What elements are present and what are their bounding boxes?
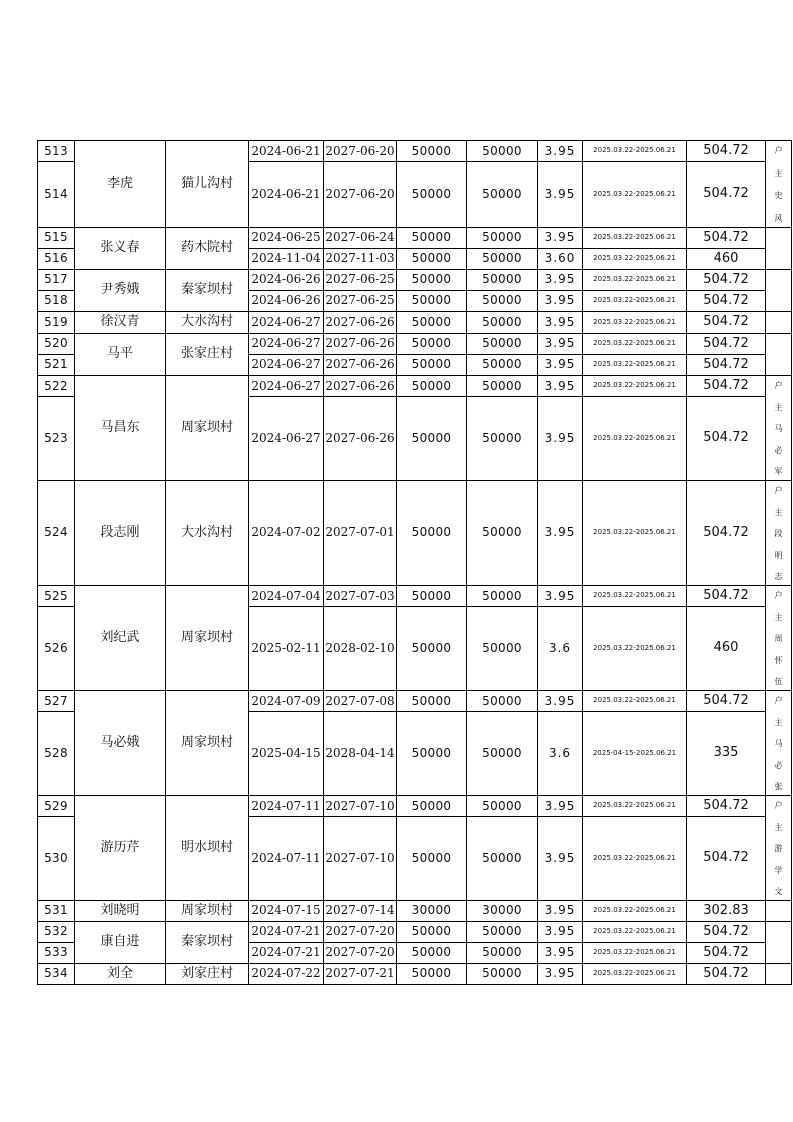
loan-amount: 50000 (397, 291, 467, 312)
village-name: 周家坝村 (166, 691, 249, 796)
loan-end-date: 2027-06-26 (324, 334, 397, 355)
loan-end-date: 2027-06-26 (324, 355, 397, 376)
table-row (38, 376, 792, 397)
row-number: 528 (38, 712, 75, 796)
loan-start-date: 2024-06-25 (249, 228, 324, 249)
interest-rate: 3.6 (538, 712, 583, 796)
interest-rate: 3.95 (538, 901, 583, 922)
loan-end-date: 2027-07-08 (324, 691, 397, 712)
interest-amount: 504.72 (687, 586, 766, 607)
loan-end-date: 2027-07-20 (324, 943, 397, 964)
remark-char: 伍 (774, 677, 783, 686)
loan-balance: 50000 (467, 691, 538, 712)
loan-amount: 30000 (397, 901, 467, 922)
remark-cell (766, 586, 792, 691)
table-row (38, 141, 792, 162)
row-number: 526 (38, 607, 75, 691)
row-number: 525 (38, 586, 75, 607)
interest-rate: 3.95 (538, 586, 583, 607)
remark-char: 户 (774, 591, 783, 600)
interest-rate: 3.95 (538, 355, 583, 376)
borrower-name: 刘晓明 (75, 901, 166, 922)
interest-period: 2025.03.22-2025.06.21 (583, 943, 687, 964)
loan-start-date: 2024-07-02 (249, 481, 324, 586)
loan-start-date: 2024-07-11 (249, 796, 324, 817)
row-number: 517 (38, 270, 75, 291)
remark-char: 史 (774, 191, 783, 201)
loan-amount: 50000 (397, 270, 467, 291)
interest-period: 2025.03.22-2025.06.21 (583, 397, 687, 481)
interest-period: 2025.03.22-2025.06.21 (583, 796, 687, 817)
loan-amount: 50000 (397, 607, 467, 691)
interest-period: 2025.03.22-2025.06.21 (583, 249, 687, 270)
loan-balance: 50000 (467, 397, 538, 481)
row-number: 523 (38, 397, 75, 481)
loan-balance: 50000 (467, 355, 538, 376)
loan-start-date: 2024-07-04 (249, 586, 324, 607)
loan-balance: 50000 (467, 228, 538, 249)
remark-char: 怀 (774, 655, 783, 665)
interest-period: 2025.03.22-2025.06.21 (583, 481, 687, 586)
borrower-name: 刘全 (75, 964, 166, 985)
borrower-name: 马昌东 (75, 376, 166, 481)
loan-balance: 50000 (467, 964, 538, 985)
interest-period: 2025.03.22-2025.06.21 (583, 691, 687, 712)
table-row (38, 586, 792, 607)
loan-amount: 50000 (397, 691, 467, 712)
interest-amount: 504.72 (687, 481, 766, 586)
interest-rate: 3.95 (538, 141, 583, 162)
loan-amount: 50000 (397, 817, 467, 901)
row-number: 531 (38, 901, 75, 922)
row-number: 534 (38, 964, 75, 985)
table-row (38, 691, 792, 712)
interest-amount: 504.72 (687, 228, 766, 249)
loan-balance: 50000 (467, 334, 538, 355)
loan-end-date: 2027-07-03 (324, 586, 397, 607)
row-number: 530 (38, 817, 75, 901)
borrower-name: 段志刚 (75, 481, 166, 586)
remark-cell (766, 270, 792, 312)
interest-rate: 3.95 (538, 964, 583, 985)
remark-cell (766, 228, 792, 270)
interest-amount: 504.72 (687, 943, 766, 964)
interest-period: 2025.03.22-2025.06.21 (583, 334, 687, 355)
loan-end-date: 2028-04-14 (324, 712, 397, 796)
borrower-name: 游历芹 (75, 796, 166, 901)
loan-end-date: 2027-07-21 (324, 964, 397, 985)
table-row (38, 796, 792, 817)
loan-end-date: 2027-07-10 (324, 796, 397, 817)
village-name: 大水沟村 (166, 312, 249, 334)
loan-start-date: 2024-07-11 (249, 817, 324, 901)
loan-amount: 50000 (397, 712, 467, 796)
loan-amount: 50000 (397, 334, 467, 355)
remark-char: 户 (774, 696, 783, 705)
loan-end-date: 2027-06-26 (324, 397, 397, 481)
remark-char: 主 (774, 168, 783, 178)
loan-amount: 50000 (397, 312, 467, 334)
loan-end-date: 2027-06-24 (324, 228, 397, 249)
loan-balance: 50000 (467, 270, 538, 291)
table-row (38, 334, 792, 355)
remark-char: 必 (774, 445, 783, 455)
remark-char: 主 (774, 717, 783, 727)
table-row (38, 964, 792, 985)
remark-char: 户 (774, 381, 783, 390)
interest-amount: 460 (687, 249, 766, 270)
remark-char: 主 (774, 507, 783, 517)
loan-amount: 50000 (397, 376, 467, 397)
remark-cell (766, 376, 792, 481)
loan-amount: 50000 (397, 249, 467, 270)
village-name: 猫儿沟村 (166, 141, 249, 228)
interest-rate: 3.95 (538, 481, 583, 586)
remark-char: 主 (774, 612, 783, 622)
interest-amount: 504.72 (687, 691, 766, 712)
remark-char: 马 (774, 739, 783, 748)
loan-end-date: 2027-07-14 (324, 901, 397, 922)
remark-char: 段 (774, 529, 783, 538)
loan-balance: 50000 (467, 922, 538, 943)
loan-balance: 50000 (467, 312, 538, 334)
borrower-name: 刘纪武 (75, 586, 166, 691)
interest-period: 2025.03.22-2025.06.21 (583, 964, 687, 985)
interest-amount: 504.72 (687, 312, 766, 334)
village-name: 周家坝村 (166, 586, 249, 691)
borrower-name: 马平 (75, 334, 166, 376)
remark-char: 军 (774, 467, 783, 476)
loan-end-date: 2027-06-26 (324, 376, 397, 397)
interest-period: 2025.03.22-2025.06.21 (583, 922, 687, 943)
interest-amount: 504.72 (687, 355, 766, 376)
interest-period: 2025.03.22-2025.06.21 (583, 270, 687, 291)
loan-start-date: 2024-06-27 (249, 397, 324, 481)
interest-rate: 3.95 (538, 943, 583, 964)
loan-amount: 50000 (397, 964, 467, 985)
interest-amount: 335 (687, 712, 766, 796)
interest-amount: 504.72 (687, 922, 766, 943)
row-number: 520 (38, 334, 75, 355)
loan-balance: 50000 (467, 376, 538, 397)
loan-amount: 50000 (397, 586, 467, 607)
row-number: 516 (38, 249, 75, 270)
interest-rate: 3.95 (538, 796, 583, 817)
village-name: 秦家坝村 (166, 922, 249, 964)
row-number: 521 (38, 355, 75, 376)
remark-char: 主 (774, 402, 783, 412)
loan-end-date: 2027-07-20 (324, 922, 397, 943)
remark-char: 必 (774, 760, 783, 770)
loan-start-date: 2024-06-26 (249, 291, 324, 312)
interest-amount: 504.72 (687, 376, 766, 397)
row-number: 532 (38, 922, 75, 943)
loan-start-date: 2024-06-26 (249, 270, 324, 291)
loan-amount: 50000 (397, 481, 467, 586)
loan-start-date: 2024-11-04 (249, 249, 324, 270)
interest-rate: 3.95 (538, 270, 583, 291)
loan-interest-table (37, 140, 792, 985)
loan-balance: 50000 (467, 291, 538, 312)
loan-end-date: 2027-07-01 (324, 481, 397, 586)
interest-rate: 3.95 (538, 691, 583, 712)
interest-amount: 504.72 (687, 397, 766, 481)
loan-end-date: 2027-06-25 (324, 270, 397, 291)
loan-balance: 50000 (467, 817, 538, 901)
interest-amount: 460 (687, 607, 766, 691)
interest-period: 2025.03.22-2025.06.21 (583, 228, 687, 249)
loan-amount: 50000 (397, 922, 467, 943)
remark-char: 游 (774, 844, 783, 853)
loan-balance: 50000 (467, 249, 538, 270)
loan-start-date: 2024-06-27 (249, 376, 324, 397)
loan-amount: 50000 (397, 355, 467, 376)
table-row (38, 270, 792, 291)
borrower-name: 康自进 (75, 922, 166, 964)
remark-cell (766, 312, 792, 334)
borrower-name: 马必娥 (75, 691, 166, 796)
interest-period: 2025.03.22-2025.06.21 (583, 376, 687, 397)
loan-balance: 50000 (467, 796, 538, 817)
table-row (38, 228, 792, 249)
village-name: 周家坝村 (166, 901, 249, 922)
table-row (38, 901, 792, 922)
interest-period: 2025.03.22-2025.06.21 (583, 586, 687, 607)
interest-amount: 504.72 (687, 796, 766, 817)
remark-char: 文 (774, 887, 783, 896)
interest-rate: 3.95 (538, 291, 583, 312)
row-number: 529 (38, 796, 75, 817)
loan-amount: 50000 (397, 796, 467, 817)
loan-amount: 50000 (397, 228, 467, 249)
interest-rate: 3.95 (538, 312, 583, 334)
interest-rate: 3.6 (538, 607, 583, 691)
table-row (38, 312, 792, 334)
loan-amount: 50000 (397, 141, 467, 162)
row-number: 533 (38, 943, 75, 964)
interest-amount: 504.72 (687, 964, 766, 985)
loan-start-date: 2024-07-21 (249, 943, 324, 964)
row-number: 514 (38, 162, 75, 228)
loan-balance: 50000 (467, 481, 538, 586)
row-number: 519 (38, 312, 75, 334)
loan-start-date: 2024-07-21 (249, 922, 324, 943)
interest-amount: 504.72 (687, 162, 766, 228)
interest-rate: 3.95 (538, 376, 583, 397)
loan-balance: 30000 (467, 901, 538, 922)
village-name: 大水沟村 (166, 481, 249, 586)
loan-start-date: 2025-04-15 (249, 712, 324, 796)
interest-period: 2025.03.22-2025.06.21 (583, 312, 687, 334)
interest-rate: 3.95 (538, 397, 583, 481)
interest-amount: 504.72 (687, 270, 766, 291)
remark-cell (766, 334, 792, 376)
interest-period: 2025.03.22-2025.06.21 (583, 901, 687, 922)
remark-cell (766, 922, 792, 964)
interest-amount: 504.72 (687, 334, 766, 355)
village-name: 明水坝村 (166, 796, 249, 901)
interest-amount: 504.72 (687, 817, 766, 901)
row-number: 518 (38, 291, 75, 312)
village-name: 周家坝村 (166, 376, 249, 481)
interest-period: 2025.03.22-2025.06.21 (583, 355, 687, 376)
interest-rate: 3.95 (538, 334, 583, 355)
remark-char: 志 (774, 572, 783, 581)
loan-start-date: 2024-07-09 (249, 691, 324, 712)
interest-amount: 504.72 (687, 291, 766, 312)
interest-period: 2025-04-15-2025.06.21 (583, 712, 687, 796)
row-number: 524 (38, 481, 75, 586)
borrower-name: 徐汉青 (75, 312, 166, 334)
remark-char: 户 (774, 486, 783, 495)
loan-end-date: 2027-06-20 (324, 141, 397, 162)
loan-start-date: 2024-07-22 (249, 964, 324, 985)
remark-char: 周 (774, 634, 783, 643)
row-number: 515 (38, 228, 75, 249)
table-row (38, 922, 792, 943)
interest-period: 2025.03.22-2025.06.21 (583, 162, 687, 228)
interest-rate: 3.95 (538, 817, 583, 901)
remark-cell (766, 901, 792, 922)
interest-period: 2025.03.22-2025.06.21 (583, 291, 687, 312)
loan-end-date: 2027-06-26 (324, 312, 397, 334)
interest-rate: 3.95 (538, 228, 583, 249)
loan-end-date: 2027-11-03 (324, 249, 397, 270)
loan-start-date: 2024-06-27 (249, 355, 324, 376)
remark-char: 马 (774, 424, 783, 433)
remark-char: 户 (774, 146, 783, 155)
interest-rate: 3.60 (538, 249, 583, 270)
interest-period: 2025.03.22-2025.06.21 (583, 141, 687, 162)
loan-balance: 50000 (467, 141, 538, 162)
loan-amount: 50000 (397, 397, 467, 481)
borrower-name: 张义春 (75, 228, 166, 270)
loan-balance: 50000 (467, 712, 538, 796)
remark-cell (766, 141, 792, 228)
remark-char: 户 (774, 801, 783, 810)
loan-balance: 50000 (467, 162, 538, 228)
loan-start-date: 2024-06-21 (249, 162, 324, 228)
loan-end-date: 2027-07-10 (324, 817, 397, 901)
row-number: 513 (38, 141, 75, 162)
borrower-name: 尹秀娥 (75, 270, 166, 312)
remark-char: 学 (774, 865, 783, 875)
row-number: 522 (38, 376, 75, 397)
loan-end-date: 2028-02-10 (324, 607, 397, 691)
loan-balance: 50000 (467, 607, 538, 691)
remark-cell (766, 964, 792, 985)
loan-start-date: 2024-07-15 (249, 901, 324, 922)
village-name: 秦家坝村 (166, 270, 249, 312)
remark-cell (766, 691, 792, 796)
loan-balance: 50000 (467, 943, 538, 964)
loan-start-date: 2024-06-21 (249, 141, 324, 162)
table-row (38, 481, 792, 586)
remark-char: 明 (774, 550, 783, 560)
loan-start-date: 2025-02-11 (249, 607, 324, 691)
interest-period: 2025.03.22-2025.06.21 (583, 607, 687, 691)
remark-char: 主 (774, 822, 783, 832)
village-name: 药木院村 (166, 228, 249, 270)
loan-balance: 50000 (467, 586, 538, 607)
loan-end-date: 2027-06-20 (324, 162, 397, 228)
interest-period: 2025.03.22-2025.06.21 (583, 817, 687, 901)
borrower-name: 李虎 (75, 141, 166, 228)
interest-rate: 3.95 (538, 922, 583, 943)
loan-amount: 50000 (397, 943, 467, 964)
village-name: 刘家庄村 (166, 964, 249, 985)
remark-char: 风 (774, 213, 783, 223)
remark-cell (766, 796, 792, 901)
loan-end-date: 2027-06-25 (324, 291, 397, 312)
loan-amount: 50000 (397, 162, 467, 228)
loan-start-date: 2024-06-27 (249, 334, 324, 355)
remark-cell (766, 481, 792, 586)
row-number: 527 (38, 691, 75, 712)
loan-start-date: 2024-06-27 (249, 312, 324, 334)
interest-rate: 3.95 (538, 162, 583, 228)
interest-amount: 302.83 (687, 901, 766, 922)
remark-char: 张 (774, 782, 783, 791)
interest-amount: 504.72 (687, 141, 766, 162)
village-name: 张家庄村 (166, 334, 249, 376)
